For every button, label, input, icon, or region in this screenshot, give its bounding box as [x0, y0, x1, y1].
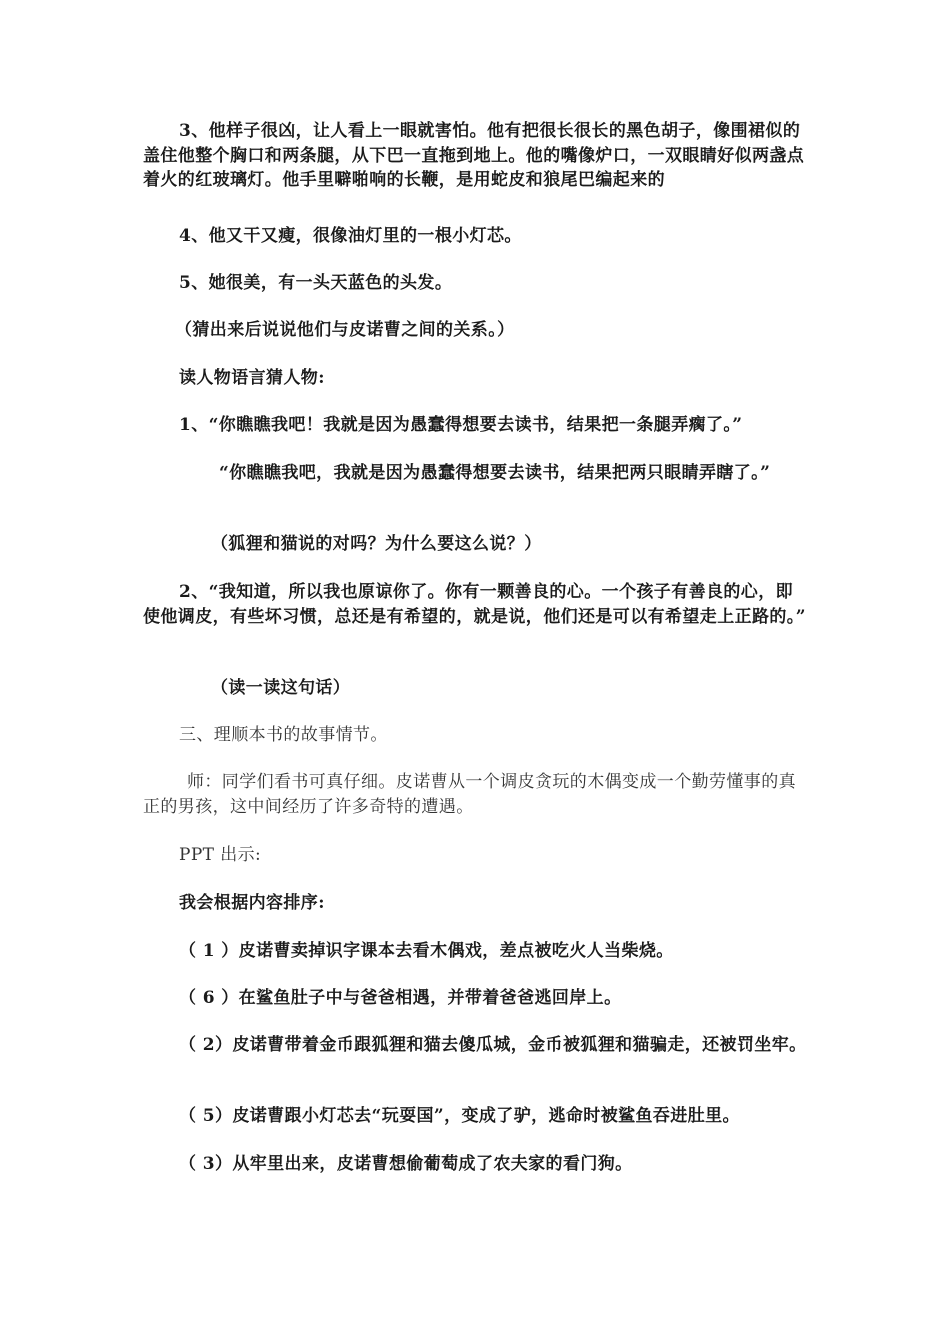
- sort-item: （ 3）从牢里出来，皮诺曹想偷葡萄成了农夫家的看门狗。: [179, 1154, 633, 1174]
- sort-item: （ 6 ）在鲨鱼肚子中与爸爸相遇，并带着爸爸逃回岸上。: [179, 988, 622, 1008]
- sort-item: （ 1 ）皮诺曹卖掉识字课本去看木偶戏，差点被吃火人当柴烧。: [179, 941, 674, 961]
- paragraph-guess-character-5: 5、她很美，有一头天蓝色的头发。: [179, 273, 453, 293]
- quote-fox: 1、“你瞧瞧我吧！我就是因为愚蠢得想要去读书，结果把一条腿弄瘸了。”: [179, 415, 743, 435]
- sort-item: （ 5）皮诺曹跟小灯芯去“玩耍国”，变成了驴，逃命时被鲨鱼吞进肚里。: [179, 1106, 740, 1126]
- paragraph-fox-cat-question: （狐狸和猫说的对吗？为什么要这么说？）: [211, 534, 542, 554]
- paragraph-read-sentence: （读一读这句话）: [211, 678, 351, 698]
- sort-item: （ 2）皮诺曹带着金币跟狐狸和猫去傻瓜城，金币被狐狸和猫骗走，还被罚坐牢。: [179, 1035, 807, 1055]
- paragraph-guess-character-4: 4、他又干又瘦，很像油灯里的一根小灯芯。: [179, 226, 522, 246]
- ppt-label: PPT 出示:: [179, 845, 262, 865]
- section-heading-read-language: 读人物语言猜人物:: [179, 368, 325, 388]
- quote-fairy: 2、“我知道，所以我也原谅你了。你有一颗善良的心。一个孩子有善良的心，即使他调皮，有些坏习惯，总还是有希望的，就是说，他们还是可以有希望走上正路的。”: [143, 582, 806, 627]
- section-heading-plot: 三、理顺本书的故事情节。: [179, 725, 388, 745]
- sort-heading: 我会根据内容排序:: [179, 893, 325, 913]
- teacher-remark: 师：同学们看书可真仔细。皮诺曹从一个调皮贪玩的木偶变成一个勤劳懂事的真正的男孩，这中间经历了许多奇特的遭遇。: [143, 772, 796, 817]
- quote-cat: “你瞧瞧我吧，我就是因为愚蠢得想要去读书，结果把两只眼睛弄瞎了。”: [219, 463, 771, 483]
- paragraph-relation-prompt: （猜出来后说说他们与皮诺曹之间的关系。）: [175, 320, 515, 340]
- paragraph-guess-character-3: 3、他样子很凶，让人看上一眼就害怕。他有把很长很长的黑色胡子，像围裙似的盖住他整个胸口和两条腿，从下巴一直拖到地上。他的嘴像炉口，一双眼睛好似两盏点着火的红玻璃灯。他手里噼啪响的长鞭，是用蛇皮和狼尾巴编起来的: [143, 121, 805, 190]
